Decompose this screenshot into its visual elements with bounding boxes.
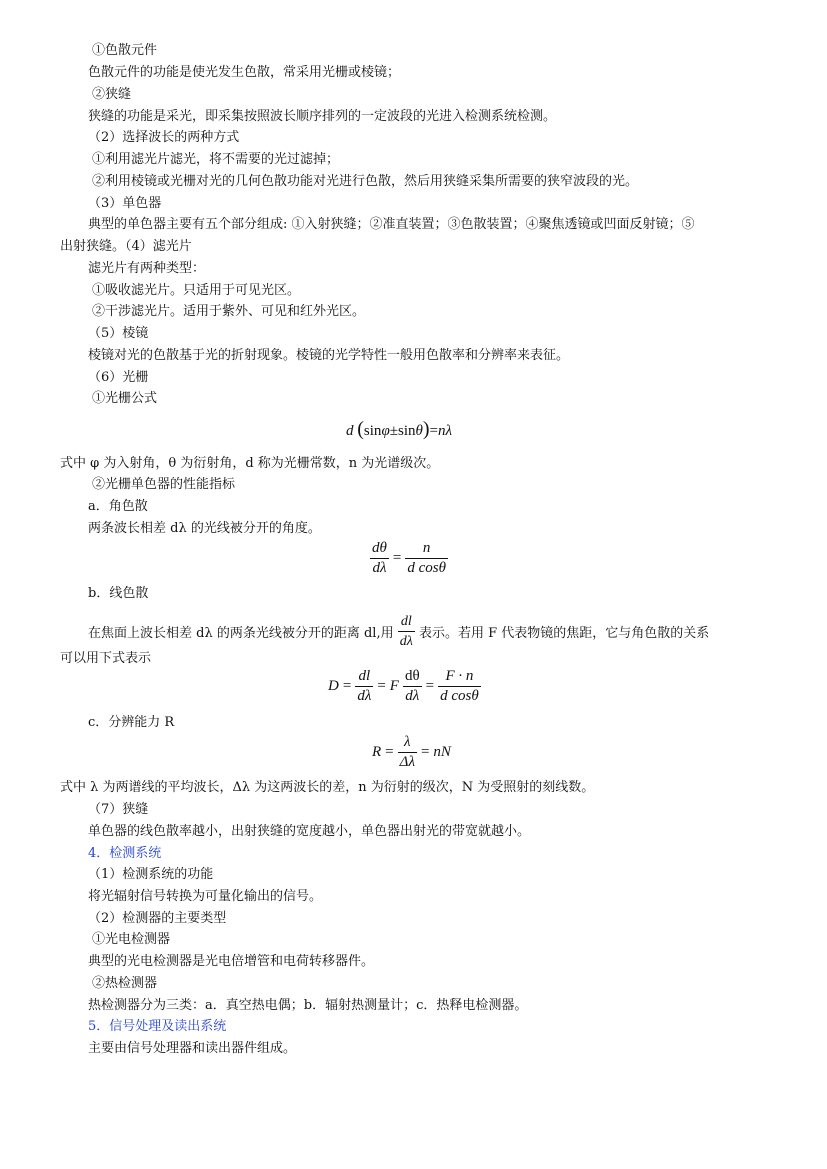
paragraph: 出射狭缝。（4）滤光片 — [60, 239, 192, 254]
subheading: （1）检测系统的功能 — [88, 867, 214, 882]
paragraph: 式中 φ 为入射角，θ 为衍射角，d 称为光栅常数，n 为光谱级次。 — [60, 456, 440, 471]
paragraph: 在焦面上波长相差 dλ 的两条光线被分开的距离 dl,用 $\frac{dl}{d\lambda}$ 表示。若用 F 代表物镜的焦距，它与角色散的关系 — [88, 614, 710, 649]
paragraph: 将光辐射信号转换为可量化输出的信号。 — [88, 889, 323, 904]
paragraph: 单色器的线色散率越小，出射狭缝的宽度越小，单色器出射光的带宽就越小。 — [88, 824, 531, 839]
paragraph: 可以用下式表示 — [60, 651, 152, 666]
paragraph: 两条波长相差 dλ 的光线被分开的角度。 — [88, 521, 321, 536]
paragraph: 典型的单色器主要有五个部分组成: ①入射狭缝；②准直装置；③色散装置；④聚焦透镜或凹面反射镜；⑤ — [88, 217, 695, 232]
section-heading-5: 5．信号处理及读出系统 — [88, 1019, 227, 1034]
paragraph: 式中 λ 为两谱线的平均波长，Δλ 为这两波长的差，n 为衍射的级次，N 为受照射的刻线数。 — [60, 780, 595, 795]
linear-dispersion-equation: D = $\frac{dl}{d\lambda}$ = F $\frac{d\theta}{d\lambda}$ = $\frac{F \cdot n}{\text{d cosθ}}$ — [328, 668, 479, 704]
list-item: ②利用棱镜或光栅对光的几何色散功能对光进行色散，然后用狭缝采集所需要的狭窄波段的光。 — [92, 174, 639, 189]
subheading: （2）检测器的主要类型 — [88, 911, 227, 926]
resolution-equation: R = $\frac{\lambda}{\Delta\lambda}$ = nN — [372, 734, 451, 770]
item-dispersive-element: ①色散元件 — [92, 43, 158, 58]
subheading: （5）棱镜 — [88, 326, 149, 341]
paragraph: 色散元件的功能是使光发生色散，常采用光栅或棱镜； — [88, 65, 401, 80]
list-item: ②热检测器 — [92, 976, 158, 991]
list-item: ②光栅单色器的性能指标 — [92, 477, 236, 492]
paragraph: 滤光片有两种类型： — [88, 261, 206, 276]
list-item: ②干涉滤光片。适用于紫外、可见和红外光区。 — [92, 304, 366, 319]
subheading: a．角色散 — [88, 499, 148, 514]
inline-fraction: $\frac{dl}{d\lambda}$ — [399, 614, 413, 649]
list-item: ①光栅公式 — [92, 391, 158, 406]
grating-equation: d (sinφ±sinθ)=nλ — [346, 418, 453, 440]
angular-dispersion-equation: $\frac{d\theta}{d\lambda}$ = $\frac{n}{\text{d cosθ}}$ — [372, 540, 446, 576]
subheading: b．线色散 — [88, 586, 149, 601]
paragraph: 狭缝的功能是采光，即采集按照波长顺序排列的一定波段的光进入检测系统检测。 — [88, 109, 557, 124]
list-item: ①吸收滤光片。只适用于可见光区。 — [92, 283, 301, 298]
paragraph: 热检测器分为三类：a．真空热电偶；b．辐射热测量计；c．热释电检测器。 — [88, 998, 528, 1013]
subheading: （2）选择波长的两种方式 — [88, 130, 240, 145]
section-heading-4: 4．检测系统 — [88, 846, 162, 861]
list-item: ①利用滤光片滤光，将不需要的光过滤掉； — [92, 152, 340, 167]
paragraph: 棱镜对光的色散基于光的折射现象。棱镜的光学特性一般用色散率和分辨率来表征。 — [88, 348, 570, 363]
subheading: c．分辨能力 R — [88, 715, 175, 730]
item-slit: ②狭缝 — [92, 87, 132, 102]
paragraph: 主要由信号处理器和读出器件组成。 — [88, 1041, 297, 1056]
subheading: （3）单色器 — [88, 196, 162, 211]
list-item: ①光电检测器 — [92, 932, 171, 947]
subheading: （6）光栅 — [88, 370, 149, 385]
subheading: （7）狭缝 — [88, 802, 149, 817]
paragraph: 典型的光电检测器是光电倍增管和电荷转移器件。 — [88, 954, 375, 969]
